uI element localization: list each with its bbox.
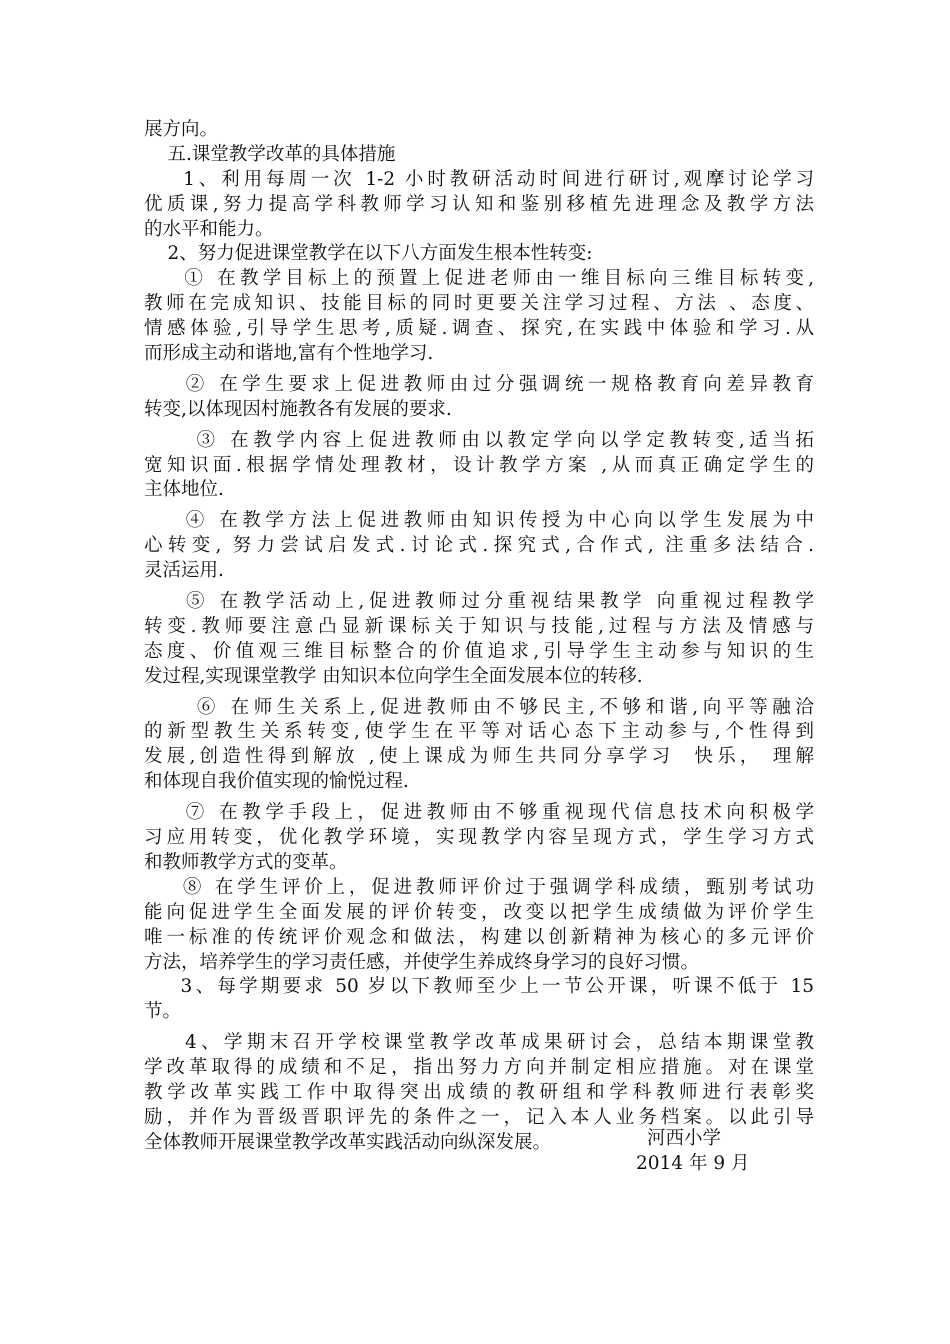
text-line: 主体地位.: [144, 479, 224, 501]
text-line: 学改革取得的成绩和不足，指出努力方向并制定相应措施。对在课堂: [144, 1057, 814, 1079]
text-line: 展方向。: [144, 119, 219, 140]
signature-school: 河西小学: [647, 1128, 722, 1149]
text-line: 能向促进学生全面发展的评价转变，改变以把学生成绩做为评价学生: [144, 901, 814, 923]
text-line: 节。: [144, 1001, 182, 1023]
text-line: 态度、价值观三维目标整合的价值追求,引导学生主动参与知识的生: [144, 640, 814, 662]
text-line: 而形成主动和谐地,富有个性地学习.: [144, 343, 434, 365]
text-line: 发展,创造性得到解放 ,使上课成为师生共同分享学习 快乐， 理解: [144, 746, 814, 768]
text-line: 1、利用每周一次 1-2 小时教研活动时间进行研讨,观摩讨论学习: [144, 168, 814, 190]
text-line: 唯一标准的传统评价观念和做法，构建以创新精神为核心的多元评价: [144, 926, 814, 948]
text-line: ③ 在教学内容上促进教师由以教定学向以学定教转变,适当拓: [144, 429, 814, 451]
text-line: 全体教师开展课堂教学改革实践活动向纵深发展。: [144, 1131, 552, 1153]
text-line: 教学改革实践工作中取得突出成绩的教研组和学科教师进行表彰奖: [144, 1081, 814, 1103]
text-line: 的新型教生关系转变,使学生在平等对话心态下主动参与,个性得到: [144, 721, 814, 743]
signature-date: 2014 年 9 月: [636, 1153, 750, 1174]
text-line: 习应用转变，优化教学环境，实现教学内容呈现方式，学生学习方式: [144, 827, 814, 849]
text-line: 优质课,努力提高学科教师学习认知和鉴别移植先进理念及教学方法: [144, 193, 814, 215]
text-line: 和教师教学方式的变革。: [144, 851, 348, 873]
text-line: ① 在教学目标上的预置上促进老师由一维目标向三维目标转变,: [144, 268, 814, 290]
text-line: 情感体验,引导学生思考,质疑.调查、探究,在实践中体验和学习.从: [144, 318, 814, 340]
text-line: 转变,以体现因村施教各有发展的要求.: [144, 398, 452, 420]
text-line: 转变.教师要注意凸显新课标关于知识与技能,过程与方法及情感与: [144, 615, 814, 637]
text-line: 心转变, 努力尝试启发式.讨论式.探究式,合作式, 注重多法结合.: [144, 535, 814, 557]
text-line: ⑥ 在师生关系上,促进教师由不够民主,不够和谐,向平等融洽: [144, 696, 814, 718]
text-line: 的水平和能力。: [144, 218, 274, 240]
text-line: 励，并作为晋级晋职评先的条件之一，记入本人业务档案。以此引导: [144, 1106, 814, 1128]
text-line: 2、努力促进课堂教学在以下八方面发生根本性转变:: [144, 243, 593, 265]
text-line: 3、每学期要求 50 岁以下教师至少上一节公开课，听课不低于 15: [144, 976, 814, 998]
text-line: ⑦ 在教学手段上，促进教师由不够重视现代信息技术向积极学: [144, 802, 814, 824]
text-line: ⑧ 在学生评价上，促进教师评价过于强调学科成绩，甄别考试功: [144, 876, 814, 898]
text-line: ② 在学生要求上促进教师由过分强调统一规格教育向差异教育: [144, 373, 814, 395]
text-line: 发过程,实现课堂教学 由知识本位向学生全面发展本位的转移.: [144, 665, 643, 687]
document-body: [144, 118, 814, 1156]
text-line: 五.课堂教学改革的具体措施: [144, 143, 396, 165]
text-line: 教师在完成知识、技能目标的同时更要关注学习过程、方法 、态度、: [144, 293, 814, 315]
text-line: ④ 在教学方法上促进教师由知识传授为中心向以学生发展为中: [144, 510, 814, 532]
text-line: 方法，培养学生的学习责任感，并使学生养成终身学习的良好习惯。: [144, 951, 700, 973]
text-line: 灵活运用.: [144, 560, 224, 582]
text-line: 和体现自我价值实现的愉悦过程.: [144, 771, 409, 793]
text-line: ⑤ 在教学活动上,促进教师过分重视结果教学 向重视过程教学: [144, 591, 814, 613]
text-line: 宽知识面.根据学情处理教材，设计教学方案 ,从而真正确定学生的: [144, 454, 814, 476]
text-line: 4、学期末召开学校课堂教学改革成果研讨会，总结本期课堂教: [144, 1032, 814, 1054]
